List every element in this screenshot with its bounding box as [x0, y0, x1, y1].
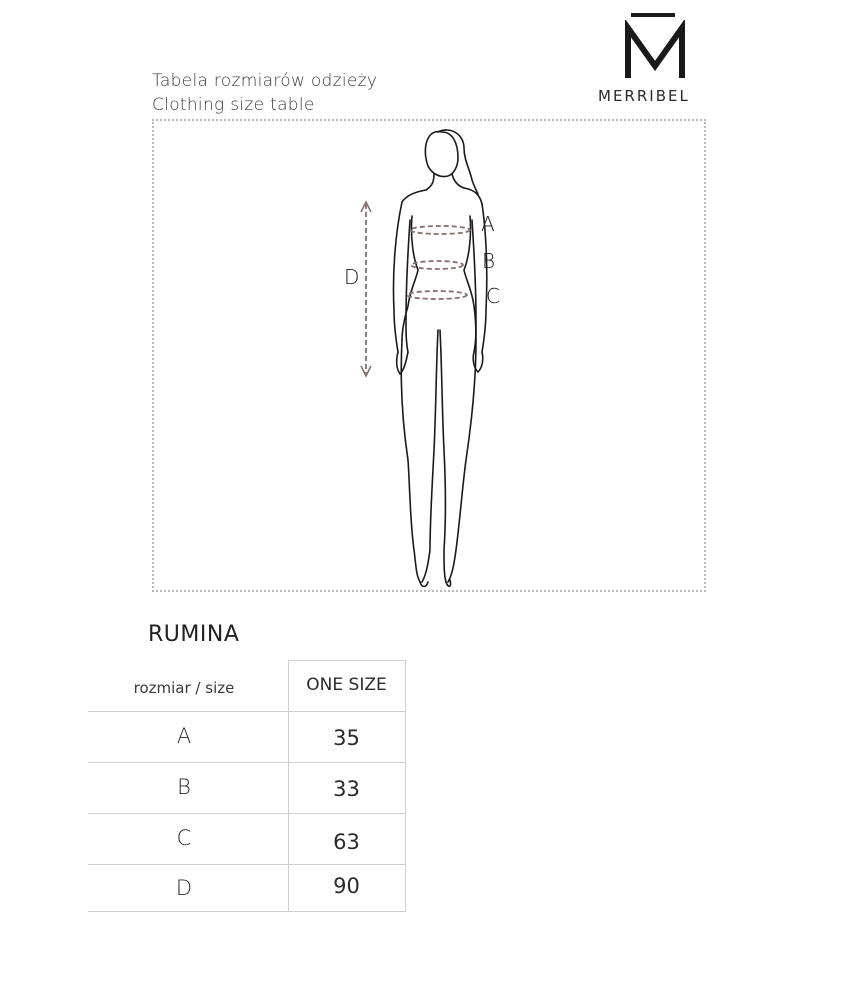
brand-name: MERRIBEL [598, 87, 690, 105]
diagram-label-b: B [482, 249, 496, 273]
table-row-value: 90 [333, 874, 360, 898]
logo-macron-bar [631, 13, 675, 17]
logo-monogram [620, 20, 690, 82]
table-divider [88, 711, 405, 712]
table-row-label: D [175, 876, 193, 900]
table-row-value: 35 [333, 726, 360, 750]
table-row-value: 63 [333, 830, 360, 854]
table-divider [88, 911, 405, 912]
table-divider [88, 762, 405, 763]
body-measurement-diagram [330, 120, 540, 590]
diagram-label-a: A [481, 212, 495, 236]
table-divider [88, 813, 405, 814]
merribel-logo [598, 10, 718, 110]
table-header-size-label: rozmiar / size [133, 679, 235, 697]
table-row-label: A [176, 724, 192, 748]
table-row-label: B [177, 775, 191, 799]
table-row-value: 33 [333, 777, 360, 801]
table-divider [288, 660, 405, 661]
table-header-one-size: ONE SIZE [306, 675, 387, 695]
diagram-label-c: C [486, 284, 500, 308]
table-row-label: C [176, 826, 192, 850]
table-divider [88, 864, 405, 865]
size-table-title-english: Clothing size table [152, 95, 315, 115]
diagram-label-d: D [344, 265, 360, 289]
table-divider [405, 660, 406, 912]
size-table-title-polish: Tabela rozmiarów odzieży [152, 71, 378, 91]
product-name: RUMINA [148, 622, 240, 647]
